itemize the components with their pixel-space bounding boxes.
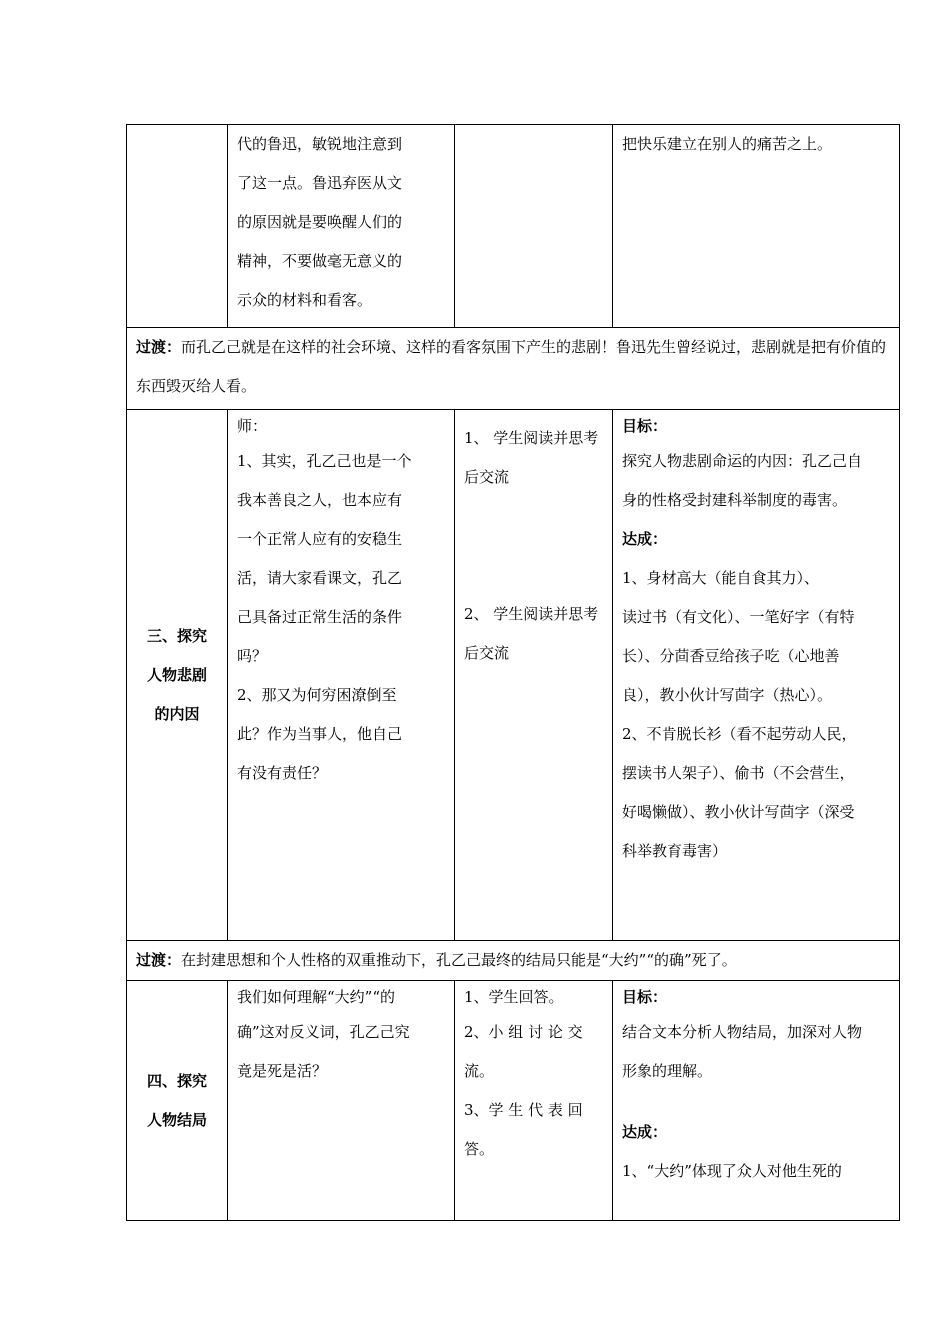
table-row [127,981,900,1221]
text-line: 吗？ [237,647,268,665]
table-row [127,410,900,941]
text-line: 好喝懒做）、教小伙计写茴字（深受 [622,803,855,821]
achieve-label: 达成： [622,530,668,548]
text-line: 长）、分茴香豆给孩子吃（心地善 [622,647,840,665]
phase-cell [127,410,228,941]
goal-label: 目标： [622,988,668,1006]
text-line: 代的鲁迅，敏锐地注意到 [237,135,403,153]
goal-label: 目标： [622,417,668,435]
text-line: 把快乐建立在别人的痛苦之上。 [622,135,833,153]
text-line: 精神，不要做毫无意义的 [237,252,403,270]
text-line: 后交流 [464,468,510,486]
goal-cell [613,125,900,328]
text-line: 确”这对反义词，孔乙己究 [237,1023,410,1041]
phase-title-line: 人物悲剧 [146,665,207,684]
text-line: 此？作为当事人，他自己 [237,725,403,743]
phase-title-line: 四、探究 [146,1071,207,1090]
text-line: 2、 学生阅读并思考 [464,605,599,623]
text-line: 1、“大约”体现了众人对他生死的 [622,1162,842,1180]
teacher-activity-cell [228,981,455,1221]
phase-cell-empty [127,125,228,328]
text-line: 3、学 生 代 表 回 [464,1101,583,1119]
text-line: 竟是死是活？ [237,1062,328,1080]
text-line: 我们如何理解“大约”“的 [237,988,396,1006]
achieve-label: 达成： [622,1123,668,1141]
text-line: 活，请大家看课文，孔乙 [237,569,403,587]
text-line: 摆读书人架子）、偷书（不会营生， [622,764,855,782]
lesson-plan-table [126,124,900,1221]
text-line: 的原因就是要唤醒人们的 [237,213,403,231]
text-line: 后交流 [464,644,510,662]
text-line: 了这一点。鲁迅弃医从文 [237,174,403,192]
text-line: 示众的材料和看客。 [237,291,373,309]
text-line: 有没有责任？ [237,764,328,782]
transition-text: 而孔乙己就是在这样的社会环境、这样的看客氛围下产生的悲剧！鲁迅先生曾经说过，悲剧就是把有价值的东西毁灭给人看。 [136,338,887,395]
transition-label: 过渡： [136,951,182,969]
phase-title-line: 三、探究 [146,626,207,645]
text-line: 2、那又为何穷困潦倒至 [237,686,397,704]
text-line: 1、学生回答。 [464,988,564,1006]
text-line: 探究人物悲剧命运的内因：孔乙己自 [622,452,863,470]
text-line: 一个正常人应有的安稳生 [237,530,403,548]
goal-cell [613,410,900,941]
text-line: 己具备过正常生活的条件 [237,608,403,626]
teacher-activity-cell [228,125,455,328]
teacher-activity-cell [228,410,455,941]
table-row [127,125,900,328]
text-line: 身的性格受封建科举制度的毒害。 [622,491,848,509]
table-row [127,941,900,981]
text-line: 我本善良之人，也本应有 [237,491,403,509]
text-line: 2、不肯脱长衫（看不起劳动人民， [622,725,857,743]
table-row [127,328,900,410]
phase-cell [127,981,228,1221]
phase-title-line: 人物结局 [146,1110,207,1129]
text-line: 形象的理解。 [622,1062,713,1080]
text-line: 读过书（有文化）、一笔好字（有特 [622,608,855,626]
transition-label: 过渡： [136,338,182,356]
text-line: 结合文本分析人物结局，加深对人物 [622,1023,863,1041]
goal-cell [613,981,900,1221]
transition-cell [127,941,900,981]
transition-cell [127,328,900,410]
student-activity-cell [455,410,613,941]
student-activity-cell [455,125,613,328]
phase-title-line: 的内因 [154,704,200,723]
text-line: 良），教小伙计写茴字（热心）。 [622,686,833,704]
text-line: 1、身材高大（能自食其力）、 [622,569,820,587]
text-line: 答。 [464,1140,495,1158]
text-line: 1、其实，孔乙己也是一个 [237,452,412,470]
transition-text: 在封建思想和个人性格的双重推动下，孔乙己最终的结局只能是“大约”“的确”死了。 [181,951,737,969]
text-line: 2、小 组 讨 论 交 [464,1023,583,1041]
text-line: 科举教育毒害） [622,842,728,860]
text-line: 师： [237,417,268,435]
text-line: 流。 [464,1062,495,1080]
student-activity-cell [455,981,613,1221]
text-line: 1、 学生阅读并思考 [464,429,599,447]
